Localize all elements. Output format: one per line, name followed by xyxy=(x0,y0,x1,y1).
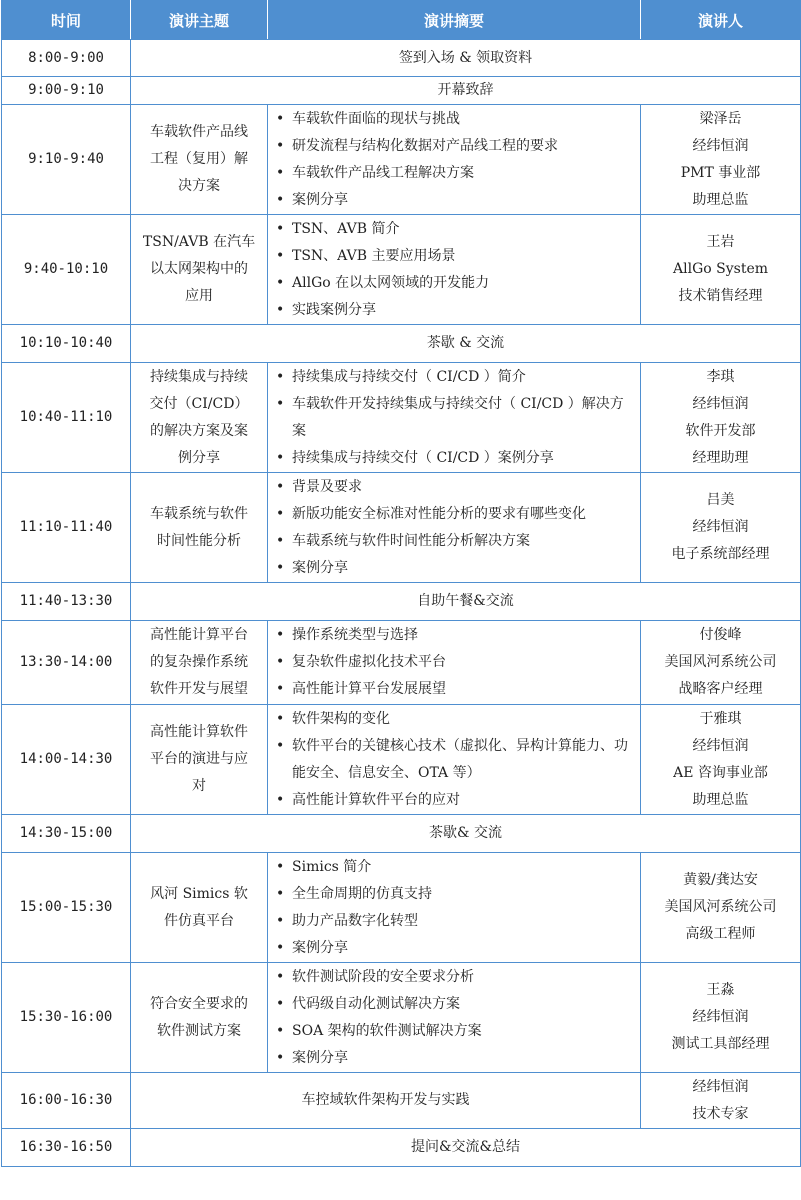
header-topic: 演讲主题 xyxy=(131,1,268,40)
abstract-item: • 车载系统与软件时间性能分析解决方案 xyxy=(274,528,634,555)
speaker-line: 技术专家 xyxy=(692,1105,749,1122)
session-title-cell: 提问&交流&总结 xyxy=(131,1129,801,1167)
time-cell: 11:40-13:30 xyxy=(2,583,131,621)
abstract-item: • 案例分享 xyxy=(274,555,634,582)
speaker-line: 美国风河系统公司 xyxy=(664,654,777,670)
abstract-item: • 高性能计算软件平台的应对 xyxy=(274,787,634,814)
abstract-list xyxy=(274,216,634,324)
abstract-item: • 全生命周期的仿真支持 xyxy=(274,881,634,908)
time-cell: 16:30-16:50 xyxy=(2,1129,131,1167)
topic-line: 的复杂操作系统 xyxy=(150,654,248,670)
time-cell: 11:10-11:40 xyxy=(2,473,131,583)
time-cell: 16:00-16:30 xyxy=(2,1073,131,1129)
abstract-cell xyxy=(268,105,641,215)
topic-line: 对 xyxy=(192,778,206,794)
time-cell: 8:00-9:00 xyxy=(2,40,131,77)
session-title-cell: 车控域软件架构开发与实践 xyxy=(131,1073,641,1129)
abstract-item: • 新版功能安全标准对性能分析的要求有哪些变化 xyxy=(274,501,634,528)
topic-line: 应用 xyxy=(185,288,213,304)
agenda-row-span xyxy=(2,40,801,77)
topic-line: 决方案 xyxy=(178,178,220,194)
topic-line: 软件测试方案 xyxy=(157,1022,241,1039)
speaker-cell xyxy=(641,853,801,963)
speaker-line: 助理总监 xyxy=(692,191,749,208)
header-time: 时间 xyxy=(2,1,131,40)
abstract-item: • 车载软件开发持续集成与持续交付（ CI/CD ）解决方案 xyxy=(274,391,634,445)
time-cell: 15:00-15:30 xyxy=(2,853,131,963)
abstract-list xyxy=(274,474,634,582)
speaker-line: 王岩 xyxy=(706,234,735,250)
topic-cell xyxy=(131,621,268,705)
topic-cell xyxy=(131,215,268,325)
session-title-cell: 茶歇 & 交流 xyxy=(131,325,801,363)
topic-line: 平台的演进与应 xyxy=(150,751,248,767)
agenda-row-span xyxy=(2,1073,801,1129)
topic-cell xyxy=(131,963,268,1073)
abstract-item: • 代码级自动化测试解决方案 xyxy=(274,991,634,1018)
speaker-line: 美国风河系统公司 xyxy=(664,899,777,915)
speaker-line: 经纬恒润 xyxy=(692,519,749,535)
abstract-list xyxy=(274,854,634,962)
abstract-item: • TSN、AVB 简介 xyxy=(274,216,634,243)
abstract-cell xyxy=(268,621,641,705)
abstract-cell xyxy=(268,473,641,583)
header-speaker: 演讲人 xyxy=(641,1,801,40)
agenda-row-span xyxy=(2,583,801,621)
speaker-cell xyxy=(641,105,801,215)
session-title-cell: 自助午餐&交流 xyxy=(131,583,801,621)
agenda-row xyxy=(2,473,801,583)
session-title-cell: 开幕致辞 xyxy=(131,77,801,105)
speaker-line: 付俊峰 xyxy=(699,627,742,643)
speaker-line: 电子系统部经理 xyxy=(671,546,770,562)
header-abstract: 演讲摘要 xyxy=(268,1,641,40)
table-header-row xyxy=(2,1,801,40)
abstract-item: • 软件架构的变化 xyxy=(274,706,634,733)
abstract-item: • 持续集成与持续交付（ CI/CD ）案例分享 xyxy=(274,445,634,472)
time-cell: 10:40-11:10 xyxy=(2,363,131,473)
abstract-item: • 实践案例分享 xyxy=(274,297,634,324)
abstract-item: • 持续集成与持续交付（ CI/CD ）简介 xyxy=(274,364,634,391)
agenda-row-span xyxy=(2,77,801,105)
abstract-list xyxy=(274,364,634,472)
time-cell: 9:40-10:10 xyxy=(2,215,131,325)
speaker-line: AllGo System xyxy=(673,261,768,277)
agenda-row-span xyxy=(2,1129,801,1167)
abstract-item: • Simics 简介 xyxy=(274,854,634,881)
speaker-cell xyxy=(641,963,801,1073)
abstract-item: • 车载软件面临的现状与挑战 xyxy=(274,106,634,133)
topic-line: 例分享 xyxy=(178,449,220,466)
topic-line: 以太网架构中的 xyxy=(150,261,248,277)
abstract-cell xyxy=(268,963,641,1073)
agenda-row xyxy=(2,853,801,963)
abstract-list xyxy=(274,706,634,814)
abstract-cell xyxy=(268,363,641,473)
speaker-line: AE 咨询事业部 xyxy=(673,764,768,781)
abstract-item: • 背景及要求 xyxy=(274,474,634,501)
abstract-item: • 案例分享 xyxy=(274,187,634,214)
session-title-cell: 茶歇& 交流 xyxy=(131,815,801,853)
topic-line: 车载软件产品线 xyxy=(150,124,248,140)
time-cell: 10:10-10:40 xyxy=(2,325,131,363)
speaker-line: 王淼 xyxy=(706,982,735,998)
abstract-item: • 软件平台的关键核心技术（虚拟化、异构计算能力、功能安全、信息安全、OTA 等） xyxy=(274,733,634,787)
topic-line: 车载系统与软件 xyxy=(150,505,248,522)
agenda-row xyxy=(2,621,801,705)
topic-line: 交付（CI/CD） xyxy=(149,395,249,412)
session-title-cell: 签到入场 & 领取资料 xyxy=(131,40,801,77)
abstract-item: • 高性能计算平台发展展望 xyxy=(274,676,634,703)
time-cell: 9:10-9:40 xyxy=(2,105,131,215)
topic-cell xyxy=(131,853,268,963)
agenda-body xyxy=(2,40,801,1167)
agenda-row xyxy=(2,105,801,215)
topic-line: 持续集成与持续 xyxy=(150,368,248,385)
topic-line: 软件开发与展望 xyxy=(150,681,248,697)
speaker-line: 于雅琪 xyxy=(699,710,742,727)
time-cell: 13:30-14:00 xyxy=(2,621,131,705)
topic-cell xyxy=(131,105,268,215)
topic-line: TSN/AVB 在汽车 xyxy=(142,234,256,250)
topic-line: 件仿真平台 xyxy=(164,912,234,929)
agenda-row xyxy=(2,963,801,1073)
abstract-item: • 案例分享 xyxy=(274,1045,634,1072)
time-cell: 14:00-14:30 xyxy=(2,705,131,815)
speaker-line: 梁泽岳 xyxy=(699,110,742,127)
speaker-line: 经纬恒润 xyxy=(692,1009,749,1025)
agenda-row xyxy=(2,705,801,815)
abstract-item: • 案例分享 xyxy=(274,935,634,962)
speaker-cell xyxy=(641,621,801,705)
speaker-line: 助理总监 xyxy=(692,791,749,808)
speaker-line: 吕美 xyxy=(706,492,735,508)
abstract-item: • 软件测试阶段的安全要求分析 xyxy=(274,964,634,991)
abstract-list xyxy=(274,964,634,1072)
topic-cell xyxy=(131,473,268,583)
speaker-line: 经纬恒润 xyxy=(692,737,749,754)
topic-line: 时间性能分析 xyxy=(157,532,241,549)
time-cell: 15:30-16:00 xyxy=(2,963,131,1073)
speaker-line: PMT 事业部 xyxy=(680,164,761,181)
abstract-item: • 研发流程与结构化数据对产品线工程的要求 xyxy=(274,133,634,160)
topic-line: 符合安全要求的 xyxy=(150,995,248,1012)
speaker-line: 战略客户经理 xyxy=(678,681,763,697)
abstract-list xyxy=(274,622,634,703)
abstract-item: • AllGo 在以太网领域的开发能力 xyxy=(274,270,634,297)
speaker-line: 李琪 xyxy=(706,368,735,385)
topic-line: 风河 Simics 软 xyxy=(150,885,248,902)
abstract-cell xyxy=(268,215,641,325)
abstract-item: • SOA 架构的软件测试解决方案 xyxy=(274,1018,634,1045)
speaker-line: 经纬恒润 xyxy=(692,395,749,412)
speaker-cell xyxy=(641,473,801,583)
topic-cell xyxy=(131,705,268,815)
abstract-item: • 助力产品数字化转型 xyxy=(274,908,634,935)
abstract-item: • 复杂软件虚拟化技术平台 xyxy=(274,649,634,676)
time-cell: 14:30-15:00 xyxy=(2,815,131,853)
time-cell: 9:00-9:10 xyxy=(2,77,131,105)
speaker-line: 经纬恒润 xyxy=(692,1078,749,1095)
speaker-line: 经纬恒润 xyxy=(692,137,749,154)
topic-cell xyxy=(131,363,268,473)
agenda-table xyxy=(1,0,801,1167)
abstract-cell xyxy=(268,853,641,963)
abstract-list xyxy=(274,106,634,214)
speaker-line: 经理助理 xyxy=(692,449,749,466)
abstract-item: • TSN、AVB 主要应用场景 xyxy=(274,243,634,270)
abstract-cell xyxy=(268,705,641,815)
abstract-item: • 车载软件产品线工程解决方案 xyxy=(274,160,634,187)
speaker-cell xyxy=(641,1073,801,1129)
speaker-line: 技术销售经理 xyxy=(678,288,763,304)
topic-line: 工程（复用）解 xyxy=(150,151,248,167)
speaker-line: 黄毅/龚达安 xyxy=(683,872,758,888)
agenda-row xyxy=(2,363,801,473)
speaker-cell xyxy=(641,215,801,325)
speaker-cell xyxy=(641,363,801,473)
topic-line: 的解决方案及案 xyxy=(150,422,248,439)
topic-line: 高性能计算平台 xyxy=(150,627,248,643)
agenda-row-span xyxy=(2,815,801,853)
speaker-line: 测试工具部经理 xyxy=(671,1036,770,1052)
agenda-row-span xyxy=(2,325,801,363)
abstract-item: • 操作系统类型与选择 xyxy=(274,622,634,649)
speaker-cell xyxy=(641,705,801,815)
speaker-line: 高级工程师 xyxy=(685,926,756,942)
agenda-row xyxy=(2,215,801,325)
topic-line: 高性能计算软件 xyxy=(150,724,248,740)
speaker-line: 软件开发部 xyxy=(685,422,756,439)
